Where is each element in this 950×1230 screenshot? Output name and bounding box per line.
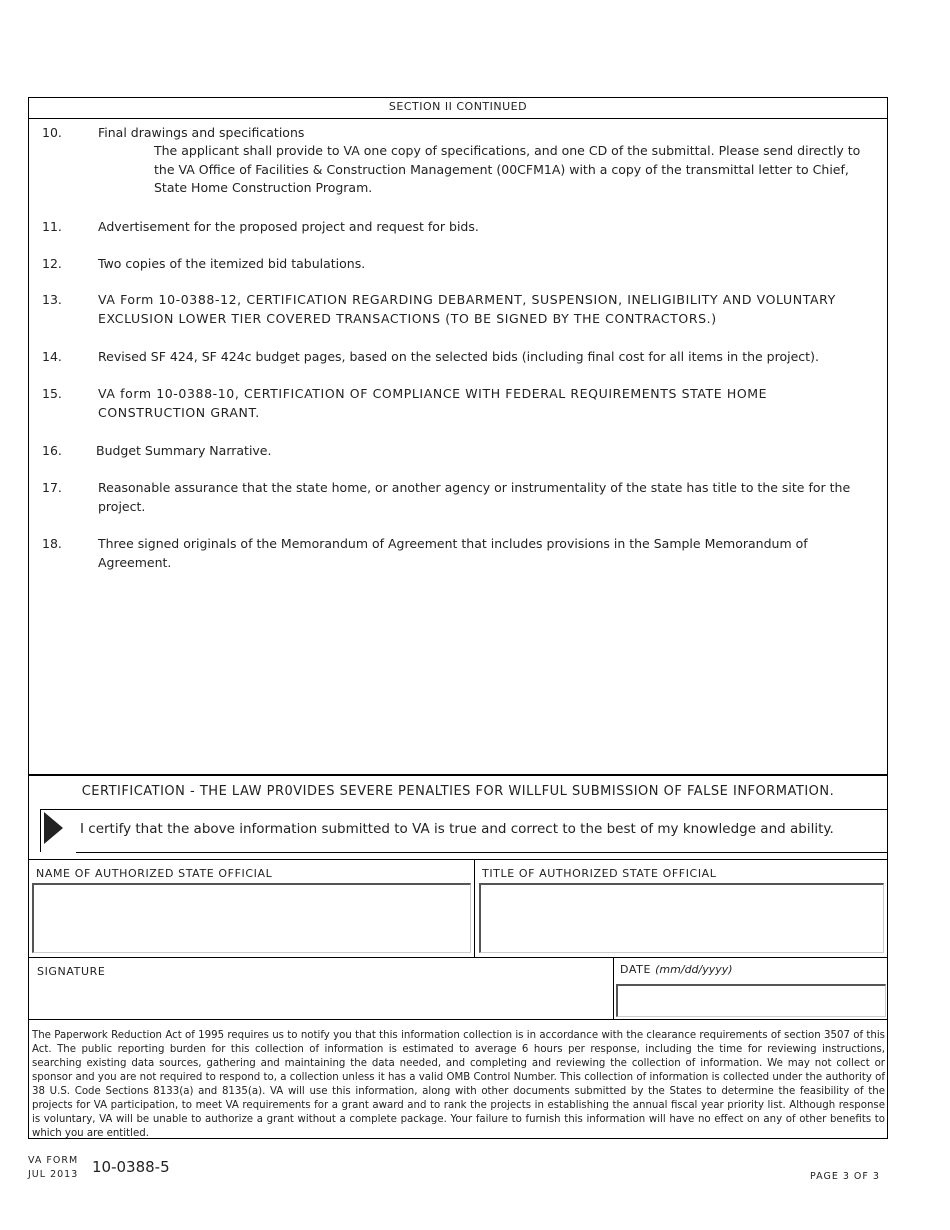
item-text: Budget Summary Narrative. xyxy=(96,443,272,458)
item-number: 13. xyxy=(42,292,62,307)
item-text-line: CONSTRUCTION GRANT. xyxy=(98,405,260,420)
certification-statement: I certify that the above information submitted to VA is true and correct to the best of my knowledge and ability. xyxy=(80,821,834,837)
item-number: 15. xyxy=(42,386,62,401)
paperwork-top-rule xyxy=(29,1019,887,1020)
certification-left-rule xyxy=(40,809,41,852)
signature-top-rule xyxy=(29,957,887,958)
item-number: 18. xyxy=(42,536,62,551)
title-input[interactable] xyxy=(479,883,884,953)
certification-top-rule xyxy=(29,774,887,776)
certification-heading: CERTIFICATION - THE LAW PR0VIDES SEVERE PENALTIES FOR WILLFUL SUBMISSION OF FALSE INFORMATION. xyxy=(81,784,835,799)
paperwork-body: requires us to notify you that this information collection is in accordance with the clearance requirements of section 3507 of this Act. The public reporting burden for this collection of information is estimated to average 6 hours per response, including the time for reviewing instructions, searching existing data sources, gathering and maintaining the data needed, and completing and reviewing the collection of information. We may not collect or sponsor and you are not required to respond to, a collection unless it has a valid OMB Control Number. This collection of information is collected under the authority of 38 U.S. Code Sections 8133(a) and 8135(a). VA will use this information, along with other documents submitted by the States to determine the feasibility of the projects for VA participation, to meet VA requirements for a grant award and to rank the projects in establishing the annual fiscal year priority list. Although response is voluntary, VA will be unable to authorize a grant without a complete package. Your failure to furnish this information will have no effect on any of other benefits to which you are entitled. xyxy=(32,1030,885,1139)
item-text: Three signed originals of the Memorandum of Agreement that includes provisions in the Sample Memorandum of Agreement. xyxy=(98,536,808,570)
paperwork-act-title: The Paperwork Reduction Act of 1995 xyxy=(32,1030,225,1041)
footer-form-number: 10-0388-5 xyxy=(92,1158,170,1176)
section-header-rule xyxy=(29,118,887,119)
footer-page-number: PAGE 3 OF 3 xyxy=(810,1171,880,1182)
certification-bottom-rule xyxy=(76,852,888,853)
certification-arrow-icon xyxy=(44,812,63,844)
signature-area[interactable] xyxy=(32,980,610,1018)
item-text-line: VA form 10-0388-10, CERTIFICATION OF COMPLIANCE WITH FEDERAL REQUIREMENTS STATE HOME xyxy=(98,386,768,401)
item-text: Advertisement for the proposed project and request for bids. xyxy=(98,219,479,234)
item-text: Final drawings and specifications xyxy=(98,125,305,140)
paperwork-notice xyxy=(32,1029,885,1141)
date-input[interactable] xyxy=(616,984,886,1017)
item-number: 17. xyxy=(42,480,62,495)
item-number: 12. xyxy=(42,256,62,271)
item-text: Revised SF 424, SF 424c budget pages, based on the selected bids (including final cost for all items in the project). xyxy=(98,349,819,364)
item-number: 14. xyxy=(42,349,62,364)
fields-top-rule xyxy=(29,859,887,860)
signature-date-divider xyxy=(613,957,614,1019)
name-input[interactable] xyxy=(32,883,471,953)
title-field-label: TITLE OF AUTHORIZED STATE OFFICIAL xyxy=(482,867,717,880)
item-sub-line: The applicant shall provide to VA one copy of specifications, and one CD of the submittal. Please send directly to xyxy=(154,143,861,158)
section-title: SECTION II CONTINUED xyxy=(388,100,528,113)
date-format-hint: (mm/dd/yyyy) xyxy=(655,963,733,976)
item-number: 16. xyxy=(42,443,62,458)
date-label-text: DATE xyxy=(620,963,652,976)
footer-form-date: JUL 2013 xyxy=(28,1169,79,1180)
item-text: Two copies of the itemized bid tabulations. xyxy=(98,256,366,271)
name-field-label: NAME OF AUTHORIZED STATE OFFICIAL xyxy=(36,867,273,880)
name-title-divider xyxy=(474,859,475,957)
item-text-line: VA Form 10-0388-12, CERTIFICATION REGARDING DEBARMENT, SUSPENSION, INELIGIBILITY AND VOLUNTARY xyxy=(98,292,836,307)
item-number: 10. xyxy=(42,125,62,140)
item-text-line: project. xyxy=(98,499,146,514)
signature-field-label: SIGNATURE xyxy=(37,965,106,978)
item-text-line: EXCLUSION LOWER TIER COVERED TRANSACTIONS (TO BE SIGNED BY THE CONTRACTORS.) xyxy=(98,311,717,326)
certification-heading-rule xyxy=(40,809,888,810)
date-field-label xyxy=(620,963,733,976)
item-number: 11. xyxy=(42,219,62,234)
item-sub-line: State Home Construction Program. xyxy=(154,180,373,195)
item-sub-line: the VA Office of Facilities & Construction Management (00CFM1A) with a copy of the transmittal letter to Chief, xyxy=(154,162,849,177)
footer-form-label: VA FORM xyxy=(28,1155,79,1166)
item-text-line: Reasonable assurance that the state home, or another agency or instrumentality of the state has title to the site for the xyxy=(98,480,851,495)
